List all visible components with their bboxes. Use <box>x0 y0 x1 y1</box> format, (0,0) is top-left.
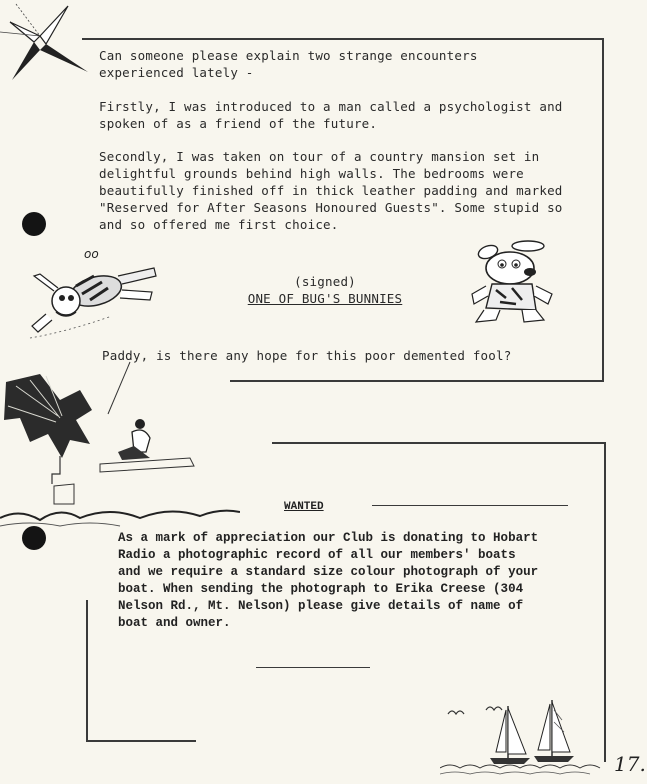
wanted-heading: WANTED <box>284 501 324 513</box>
wanted-closing-rule <box>256 667 370 668</box>
signed-label: (signed) <box>294 274 356 289</box>
top-box-bottom-border <box>230 380 604 382</box>
editor-reply: Paddy, is there any hope for this poor demented fool? <box>102 348 512 363</box>
star-ornament-icon <box>0 0 100 85</box>
bunny-snore-text: oo <box>84 247 99 261</box>
sleeping-bunny-illustration <box>26 246 162 346</box>
wanted-box-left-border <box>86 600 88 740</box>
top-box-right-border <box>602 38 604 382</box>
letter-intro: Can someone please explain two strange encounters experienced lately - <box>99 48 478 80</box>
sailboats-illustration <box>440 696 612 776</box>
wanted-box-bottom-border <box>86 740 196 742</box>
signature: ONE OF BUG'S BUNNIES <box>247 291 403 306</box>
binder-hole-top <box>22 212 46 236</box>
bat-ship-illustration <box>0 356 240 532</box>
top-box-top-border <box>82 38 604 40</box>
startled-bunny-illustration <box>466 238 558 324</box>
wanted-heading-rule <box>372 505 568 506</box>
wanted-box-top-border <box>272 442 606 444</box>
letter-paragraph-1: Firstly, I was introduced to a man called a psychologist and spoken of as a friend of the future. <box>99 99 563 131</box>
page-number: 17. <box>614 752 646 776</box>
wanted-body: As a mark of appreciation our Club is donating to Hobart Radio a photographic record of all our members' boats and we require a standard size colour photograph of your boat. When sending the photograph to Erika Creese (304 Nelson Rd., Mt. Nelson) please give details of name of boat and owner. <box>118 531 539 630</box>
letter-paragraph-2: Secondly, I was taken on tour of a country mansion set in delightful grounds behind high walls. The bedrooms were beautifully finished off in thick leather padding and marked "Reserved for After Seasons Honoured Guests". Some stupid so and so offered me first choice. <box>99 149 563 232</box>
